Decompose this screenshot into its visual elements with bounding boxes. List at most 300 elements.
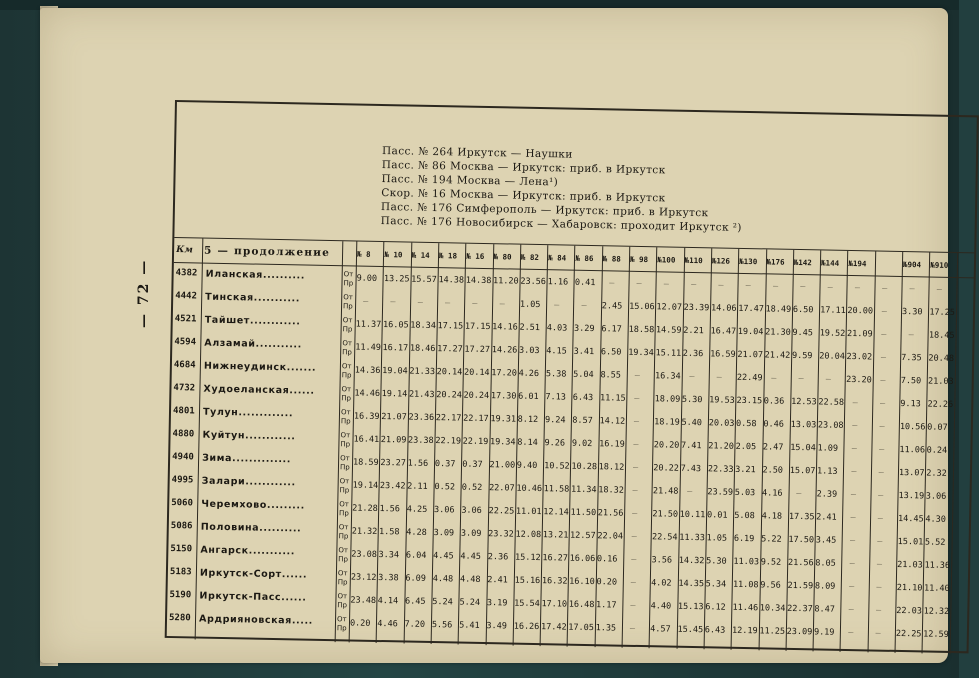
time-cell: 21.28 — [352, 503, 378, 514]
time-cell: 13.21 — [542, 530, 569, 541]
time-cell: 6.45 — [404, 596, 426, 607]
arrival-departure-mark: Пр — [341, 394, 352, 403]
time-cell: 15.45 — [677, 624, 704, 636]
row-km: 5150 — [170, 543, 193, 555]
time-cell: 0.20 — [596, 577, 618, 588]
time-cell: 1.05 — [706, 533, 728, 544]
time-cell: 23.08 — [817, 420, 844, 431]
time-cell: 0.41 — [574, 277, 596, 289]
time-cell: 3.06 — [433, 505, 455, 516]
station-header: 5 — продолжение — [203, 244, 331, 260]
time-cell: 1.16 — [547, 277, 569, 288]
time-cell: 1.56 — [379, 504, 401, 515]
time-cell: 9.26 — [544, 438, 566, 449]
time-cell: — — [691, 279, 697, 291]
time-cell: 16.47 — [710, 326, 737, 337]
time-cell: 0.37 — [434, 459, 456, 470]
time-cell: 5.38 — [545, 369, 567, 380]
time-cell: 9.45 — [792, 327, 814, 339]
time-cell: 21.09 — [846, 328, 873, 340]
time-cell: — — [876, 582, 882, 593]
time-cell: 11.58 — [543, 484, 570, 495]
time-cell: 22.33 — [707, 464, 734, 475]
time-cell: 2.05 — [735, 441, 757, 453]
time-cell: 19.53 — [709, 395, 735, 406]
time-cell: 7.13 — [545, 392, 567, 403]
time-cell: — — [852, 398, 858, 409]
time-cell: 2.39 — [816, 489, 838, 500]
time-cell: 16.34 — [654, 371, 681, 382]
time-cell: 4.45 — [433, 551, 454, 562]
time-cell: 14.35 — [678, 578, 705, 590]
row-km: 4442 — [175, 291, 198, 302]
time-cell: 18.49 — [765, 304, 792, 315]
time-cell: 12.57 — [570, 530, 596, 542]
time-cell: 18.12 — [598, 462, 625, 473]
time-cell: 10.52 — [544, 461, 570, 472]
train-number-header: №904 — [902, 260, 922, 270]
time-cell: — — [880, 375, 886, 386]
time-cell: — — [850, 490, 857, 501]
page-number: — 72 — — [136, 258, 152, 328]
time-cell: — — [848, 628, 854, 639]
train-number-header: № 8 — [356, 249, 371, 259]
row-km: 4995 — [171, 475, 194, 486]
time-cell: 23.02 — [846, 351, 873, 363]
arrival-departure-mark: Пр — [339, 486, 350, 495]
time-cell: 0.52 — [461, 482, 483, 493]
time-cell: 7.20 — [404, 619, 426, 630]
time-cell: 4.30 — [925, 514, 946, 525]
time-cell: 5.34 — [705, 579, 727, 590]
time-cell: 23.59 — [707, 487, 734, 498]
time-cell: 6.43 — [704, 625, 726, 636]
time-cell: — — [771, 373, 777, 384]
time-cell: — — [849, 582, 855, 593]
time-cell: 22.17 — [435, 413, 462, 424]
station-name: Половина.......... — [200, 521, 302, 535]
time-cell: 21.20 — [708, 441, 735, 452]
time-cell: 2.41 — [816, 512, 837, 523]
time-cell: 1.05 — [519, 299, 541, 311]
time-cell: — — [854, 283, 861, 294]
station-name: Худоеланская...... — [203, 383, 315, 397]
time-cell: — — [909, 284, 915, 295]
time-cell: 2.36 — [682, 348, 704, 360]
time-cell: 16.27 — [542, 553, 569, 564]
arrival-departure-mark: Пр — [343, 279, 354, 288]
time-cell: 5.56 — [431, 620, 453, 631]
time-cell: 21.42 — [764, 350, 791, 361]
train-legend — [381, 144, 943, 239]
time-cell: — — [554, 300, 560, 311]
time-cell: 5.30 — [681, 394, 703, 406]
time-cell: 9.19 — [813, 627, 835, 638]
time-cell: 21.03 — [927, 376, 954, 387]
time-cell: 11.33 — [679, 532, 705, 544]
time-cell: 16.05 — [382, 320, 409, 331]
time-cell: 17.15 — [464, 321, 491, 333]
time-cell: 23.15 — [736, 395, 763, 407]
time-cell: 17.20 — [491, 368, 518, 379]
time-cell: 12.53 — [791, 396, 817, 408]
row-km: 4880 — [172, 429, 195, 440]
time-cell: 15.16 — [514, 575, 541, 587]
time-cell: 23.38 — [408, 435, 434, 447]
time-cell: — — [633, 439, 639, 450]
time-cell: 10.11 — [679, 509, 706, 521]
train-number-header: №176 — [766, 257, 785, 267]
time-cell: 22.19 — [462, 436, 489, 448]
time-cell: 21.59 — [787, 580, 814, 592]
time-cell: 17.35 — [788, 511, 815, 523]
time-cell: 18.58 — [628, 324, 655, 336]
time-cell: 7.50 — [900, 375, 922, 387]
time-cell: 5.24 — [432, 597, 453, 608]
time-cell: 19.31 — [490, 414, 517, 425]
time-cell: 8.09 — [814, 581, 836, 592]
arrival-departure-mark: Пр — [341, 371, 352, 380]
time-cell: 3.21 — [735, 464, 756, 476]
time-cell: 21.07 — [737, 349, 764, 361]
train-number-header: № 16 — [466, 251, 485, 261]
time-cell: 3.56 — [651, 555, 673, 566]
arrival-departure-mark: Пр — [337, 601, 348, 610]
time-cell: 14.38 — [465, 275, 492, 287]
train-number-header: № 82 — [520, 252, 539, 263]
time-cell: 20.14 — [463, 367, 490, 379]
time-cell: 10.28 — [571, 461, 598, 473]
time-cell: — — [849, 559, 855, 570]
time-cell: — — [879, 444, 885, 455]
time-cell: 16.59 — [710, 349, 736, 360]
row-km: 4684 — [173, 360, 196, 371]
time-cell: — — [936, 284, 943, 295]
time-cell: 2.51 — [519, 322, 541, 334]
time-cell: — — [851, 444, 858, 455]
time-cell: 21.48 — [652, 486, 679, 497]
time-cell: 3.34 — [378, 549, 400, 561]
time-cell: 23.32 — [488, 529, 514, 540]
time-cell: 14.45 — [897, 513, 924, 525]
time-cell: 2.41 — [487, 575, 508, 586]
time-cell: 6.09 — [405, 573, 427, 584]
time-cell: 4.48 — [432, 574, 454, 585]
time-cell: 6.50 — [600, 347, 622, 358]
time-cell: 9.00 — [356, 273, 378, 284]
station-name: Зима.............. — [202, 452, 292, 466]
time-cell: 20.03 — [708, 418, 735, 429]
time-cell: 19.34 — [489, 437, 516, 448]
station-name: Ангарск........... — [200, 544, 296, 558]
time-cell: 23.08 — [351, 549, 377, 560]
time-cell: 19.14 — [381, 389, 408, 400]
legend-line: Пасс. № 86 Москва — Иркутск: приб. в Иркутск — [381, 158, 666, 177]
time-cell: 2.21 — [683, 325, 704, 337]
station-name: Нижнеудинск....... — [203, 360, 317, 374]
train-number-header: № 98 — [629, 254, 649, 265]
time-cell: 0.58 — [735, 418, 757, 430]
time-cell: — — [634, 370, 641, 381]
time-cell: — — [800, 282, 806, 293]
time-cell: 17.05 — [568, 622, 595, 634]
time-cell: 16.26 — [513, 621, 540, 633]
train-number-header: № 86 — [575, 253, 594, 264]
time-cell: 8.47 — [814, 604, 836, 615]
time-cell: 4.57 — [650, 624, 671, 635]
arrival-departure-mark: От — [337, 569, 348, 578]
time-cell: 5.24 — [459, 597, 481, 608]
time-cell: 8.05 — [815, 558, 836, 569]
time-cell: 11.06 — [899, 444, 926, 456]
time-cell: 17.11 — [820, 305, 846, 316]
time-cell: 11.49 — [355, 342, 381, 353]
time-cell: 14.06 — [710, 303, 737, 314]
time-cell: — — [877, 536, 883, 547]
time-cell: 23.27 — [380, 458, 407, 469]
time-cell: 0.36 — [763, 396, 785, 407]
time-cell: 16.39 — [353, 411, 380, 422]
time-cell: 22.07 — [489, 483, 515, 494]
timetable-grid — [167, 237, 975, 654]
time-cell: 11.40 — [923, 583, 950, 594]
time-cell: 17.27 — [464, 344, 491, 356]
arrival-departure-mark: Пр — [338, 555, 349, 564]
arrival-departure-mark: Пр — [336, 624, 347, 633]
time-cell: 3.30 — [901, 306, 923, 318]
train-number-header: №194 — [848, 258, 867, 269]
time-cell: 6.01 — [518, 391, 539, 403]
legend-line: Пасс. № 194 Москва — Лена¹) — [381, 172, 559, 189]
time-cell: 23.42 — [379, 481, 406, 492]
time-cell: 12.08 — [515, 529, 542, 541]
time-cell: 10.46 — [516, 483, 543, 495]
row-km: 5183 — [169, 566, 192, 578]
station-name: Залари............ — [201, 475, 296, 489]
time-cell: 12.59 — [923, 629, 949, 640]
time-cell: 10.56 — [899, 421, 926, 433]
arrival-departure-mark: Пр — [340, 440, 351, 449]
time-cell: 13.19 — [898, 490, 925, 502]
time-cell: — — [636, 278, 642, 289]
time-cell: 2.36 — [487, 552, 509, 563]
time-cell: 4.28 — [406, 527, 427, 538]
time-cell: 15.07 — [789, 465, 816, 477]
time-cell: 21.56 — [787, 557, 814, 569]
time-cell: 4.03 — [546, 323, 568, 334]
time-cell: 3.41 — [573, 346, 595, 358]
time-cell: 23.48 — [350, 595, 377, 606]
time-cell: — — [882, 283, 888, 294]
row-km: 5190 — [169, 589, 192, 601]
time-cell: 1.09 — [817, 443, 839, 454]
arrival-departure-mark: Пр — [338, 532, 349, 541]
legend-line: Пасс. № 176 Новосибирск — Хабаровск: проходит Иркутск ²) — [380, 214, 742, 234]
time-cell: 8.14 — [517, 437, 538, 449]
time-cell: — — [848, 605, 854, 616]
time-cell: — — [630, 600, 636, 611]
time-cell: 15.54 — [514, 598, 540, 610]
time-cell: 21.56 — [597, 508, 624, 519]
time-cell: — — [718, 280, 724, 291]
time-cell: 21.09 — [380, 435, 407, 446]
row-km: 4940 — [172, 452, 194, 463]
time-cell: 23.09 — [786, 626, 813, 638]
time-cell: 16.17 — [382, 343, 409, 354]
time-cell: 22.26 — [927, 399, 954, 410]
row-km: 4801 — [172, 406, 195, 417]
time-cell: 2.50 — [762, 465, 784, 476]
time-cell: 8.12 — [517, 414, 539, 426]
arrival-departure-mark: От — [340, 454, 350, 463]
row-km: 4382 — [175, 268, 198, 279]
arrival-departure-mark: От — [340, 431, 351, 440]
time-cell: 0.01 — [706, 510, 728, 521]
time-cell: — — [875, 605, 882, 616]
station-name: Алзамай........... — [204, 337, 303, 351]
time-cell: 7.35 — [901, 352, 922, 364]
time-cell: 9.52 — [760, 557, 782, 568]
time-cell: — — [581, 300, 587, 311]
time-cell: 3.06 — [925, 491, 947, 502]
time-cell: 22.58 — [818, 397, 845, 408]
time-cell: 21.43 — [408, 389, 435, 401]
time-cell: 16.48 — [568, 599, 595, 611]
arrival-departure-mark: Пр — [342, 325, 353, 334]
arrival-departure-mark: От — [343, 293, 353, 302]
time-cell: 4.25 — [406, 504, 428, 515]
time-cell: 4.26 — [518, 368, 540, 380]
time-cell: — — [878, 467, 884, 478]
train-number-header: № 84 — [548, 253, 567, 263]
time-cell: 3.19 — [486, 598, 508, 609]
time-cell: 14.16 — [492, 322, 518, 333]
time-cell: 6.43 — [572, 392, 594, 404]
time-cell: 15.11 — [655, 348, 682, 359]
time-cell: 3.45 — [815, 535, 837, 546]
arrival-departure-mark: Пр — [339, 463, 350, 472]
time-cell: 5.41 — [459, 620, 480, 631]
time-cell: 22.19 — [435, 436, 462, 447]
station-name: Ардрияновская..... — [198, 613, 314, 627]
time-cell: 11.37 — [355, 319, 382, 331]
time-cell: — — [472, 298, 478, 309]
time-cell: 5.22 — [761, 534, 782, 545]
time-cell: 14.26 — [491, 345, 518, 356]
time-cell: 8.57 — [572, 415, 593, 427]
station-name: Куйтун............ — [202, 429, 296, 443]
time-cell: 15.06 — [629, 301, 655, 313]
time-cell: 20.00 — [847, 305, 874, 317]
time-cell: 21.33 — [409, 366, 436, 378]
station-name: Тулун............. — [202, 406, 294, 420]
time-cell: 11.46 — [732, 602, 759, 614]
arrival-departure-mark: От — [340, 408, 351, 417]
time-cell: — — [879, 398, 886, 409]
time-cell: 3.06 — [461, 505, 482, 516]
time-cell: 4.18 — [761, 511, 783, 522]
time-cell: 6.04 — [405, 550, 427, 561]
arrival-departure-mark: Пр — [339, 509, 349, 518]
train-number-header: №130 — [739, 256, 758, 267]
time-cell: 19.52 — [819, 328, 846, 339]
legend-line: Скор. № 16 Москва — Иркутск: приб. в Иркутск — [381, 186, 666, 205]
row-km: 5060 — [171, 498, 194, 509]
time-cell: 5.30 — [706, 556, 727, 567]
train-number-header: № 14 — [411, 250, 430, 260]
time-cell: 9.13 — [900, 398, 921, 410]
time-cell: — — [796, 489, 802, 500]
time-cell: 10.34 — [759, 603, 786, 614]
time-cell: 20.04 — [819, 351, 845, 362]
time-cell: — — [444, 298, 451, 309]
time-cell: 1.17 — [595, 600, 617, 611]
time-cell: 2.47 — [762, 442, 784, 453]
time-cell: 4.14 — [377, 595, 399, 607]
time-cell: 22.03 — [896, 605, 923, 617]
time-cell: 16.41 — [353, 434, 380, 445]
time-cell: 5.52 — [924, 537, 946, 548]
time-cell: — — [879, 421, 885, 432]
time-cell: 15.57 — [411, 274, 437, 286]
row-km: 4732 — [173, 383, 196, 394]
arrival-departure-mark: Пр — [342, 302, 353, 311]
time-cell: 5.03 — [734, 487, 756, 499]
time-cell: 1.13 — [816, 466, 838, 477]
time-cell: 17.30 — [490, 391, 517, 402]
time-cell: 18.45 — [928, 330, 955, 342]
time-cell: 15.13 — [677, 601, 704, 613]
time-cell: — — [849, 536, 856, 547]
time-cell: — — [390, 297, 396, 308]
time-cell: — — [880, 352, 887, 363]
time-cell: 14.36 — [354, 365, 381, 376]
time-cell: 6.17 — [601, 324, 622, 335]
time-cell: — — [881, 329, 887, 340]
row-km: 4521 — [174, 314, 197, 325]
train-number-header: № 88 — [602, 254, 621, 264]
time-cell: 3.09 — [460, 528, 482, 539]
time-cell: 22.37 — [787, 603, 813, 615]
time-cell: 9.56 — [760, 580, 781, 591]
time-cell: — — [632, 485, 638, 496]
time-cell: 11.25 — [759, 626, 786, 637]
time-cell: — — [609, 278, 615, 289]
time-cell: 11.03 — [733, 556, 760, 568]
time-cell: 11.01 — [515, 506, 542, 518]
time-cell: 23.36 — [408, 412, 435, 424]
time-cell: 15.12 — [514, 552, 541, 564]
train-number-header: №142 — [793, 257, 812, 268]
time-cell: 17.47 — [738, 303, 764, 315]
time-cell: 11.20 — [492, 276, 519, 287]
time-cell: 0.16 — [596, 554, 618, 565]
time-cell: 22.49 — [736, 372, 763, 384]
time-cell: 23.12 — [350, 572, 377, 583]
time-cell: 11.15 — [599, 393, 626, 404]
train-number-header: № 18 — [438, 251, 458, 261]
time-cell: 0.46 — [763, 419, 784, 430]
time-cell: — — [825, 374, 832, 385]
time-cell: 18.46 — [409, 343, 436, 355]
time-cell: 17.27 — [437, 344, 463, 355]
train-number-header: №910 — [930, 260, 949, 270]
time-cell: — — [908, 330, 914, 341]
time-cell: 7.41 — [680, 440, 702, 452]
time-cell: 3.03 — [518, 345, 540, 357]
time-cell: 13.07 — [898, 467, 925, 479]
time-cell: 1.58 — [378, 526, 400, 538]
